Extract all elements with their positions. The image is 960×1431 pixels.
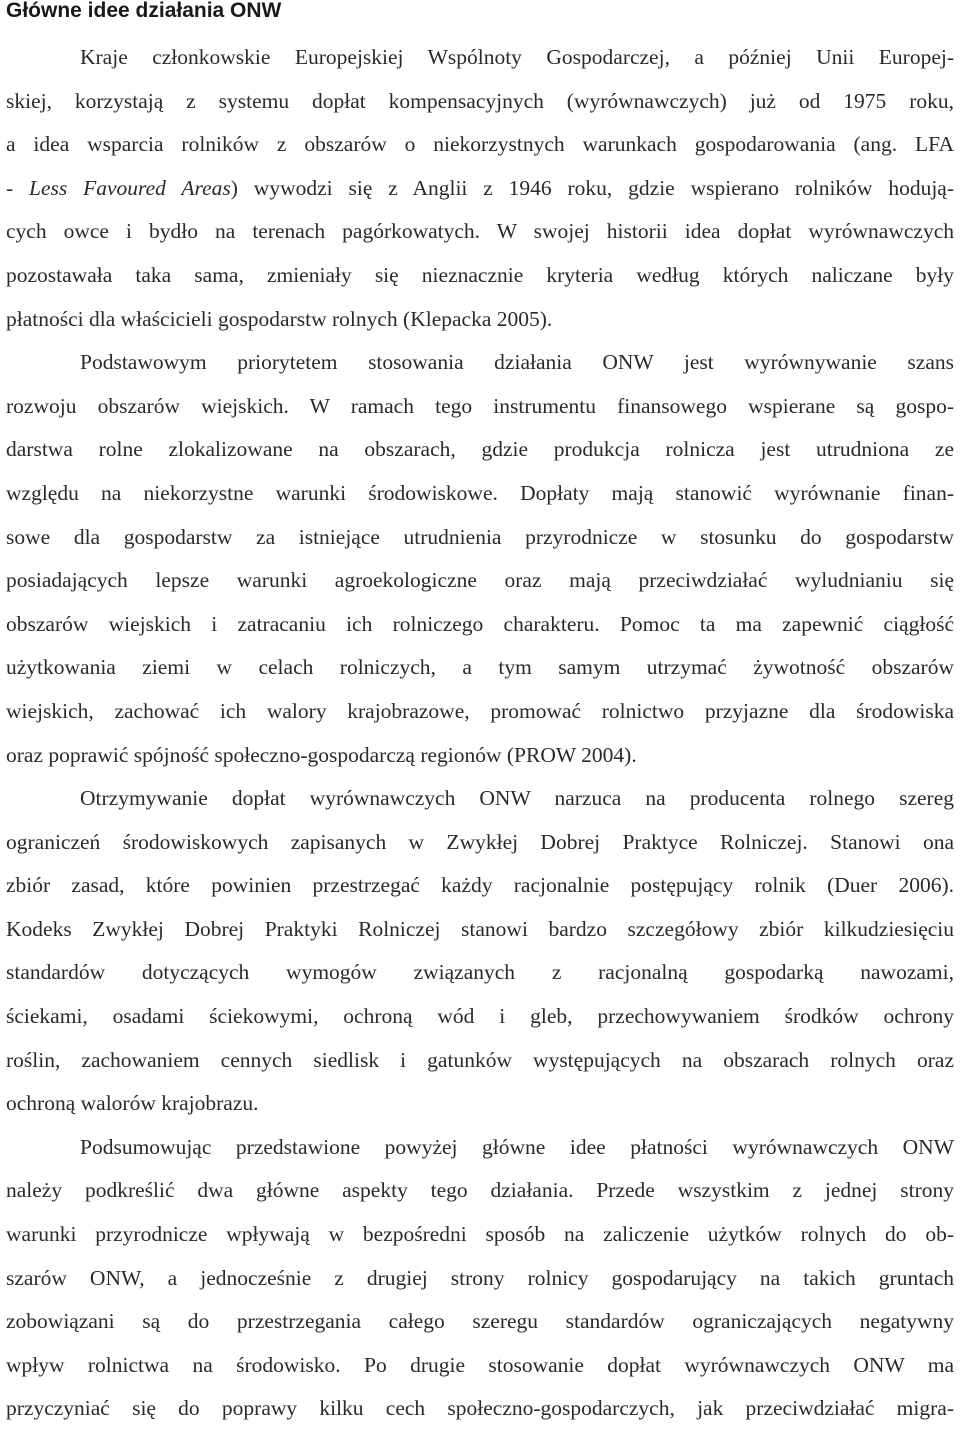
- paragraph-4: [6, 1126, 954, 1431]
- text-line: roślin, zachowaniem cennych siedlisk i gatunków występujących na obszarach rolnych oraz: [6, 1047, 954, 1072]
- text-line: [6, 167, 954, 211]
- text-line: oraz poprawić spójność społeczno-gospodarczą regionów (PROW 2004).: [6, 742, 637, 767]
- paragraph-2: [6, 341, 954, 777]
- text-line: ograniczeń środowiskowych zapisanych w Zwykłej Dobrej Praktyce Rolniczej. Stanowi ona: [6, 829, 954, 854]
- text-line: standardów dotyczących wymogów związanych z racjonalną gospodarką nawozami,: [6, 960, 954, 985]
- text-line: a idea wsparcia rolników z obszarów o niekorzystnych warunkach gospodarowania (ang. LFA: [6, 132, 954, 157]
- text-line: Podsumowując przedstawione powyżej główne idee płatności wyrównawczych ONW: [80, 1134, 954, 1159]
- text-line: wiejskich, zachować ich walory krajobrazowe, promować rolnictwo przyjazne dla środowiska: [6, 698, 954, 723]
- text-line: posiadających lepsze warunki agroekologiczne oraz mają przeciwdziałać wyludnianiu się: [6, 568, 954, 593]
- text-line: skiej, korzystają z systemu dopłat kompensacyjnych (wyrównawczych) już od 1975 roku,: [6, 88, 954, 113]
- text-run: -: [6, 175, 30, 200]
- text-line: przyczyniać się do poprawy kilku cech społeczno-gospodarczych, jak przeciwdziałać migra-: [6, 1396, 954, 1421]
- text-line: ochroną walorów krajobrazu.: [6, 1091, 259, 1116]
- text-line: warunki przyrodnicze wpływają w bezpośredni sposób na zaliczenie użytków rolnych do ob-: [6, 1222, 954, 1247]
- text-line: należy podkreślić dwa główne aspekty tego działania. Przede wszystkim z jednej strony: [6, 1178, 954, 1203]
- text-run: ) wywodzi się z Anglii z 1946 roku, gdzie wspierano rolników hodują-: [230, 175, 954, 200]
- text-line: pozostawała taka sama, zmieniały się nieznacznie kryteria według których naliczane były: [6, 262, 954, 287]
- text-line: wpływ rolnictwa na środowisko. Po drugie stosowanie dopłat wyrównawczych ONW ma: [6, 1352, 954, 1377]
- paragraph-3: [6, 777, 954, 1126]
- text-line: rozwoju obszarów wiejskich. W ramach tego instrumentu finansowego wspierane są gospo-: [6, 393, 954, 418]
- text-line: względu na niekorzystne warunki środowiskowe. Dopłaty mają stanowić wyrównanie finan-: [6, 480, 954, 505]
- text-line: Otrzymywanie dopłat wyrównawczych ONW narzuca na producenta rolnego szereg: [80, 786, 954, 811]
- text-line: szarów ONW, a jednocześnie z drugiej strony rolnicy gospodarujący na takich gruntach: [6, 1265, 954, 1290]
- text-line: płatności dla właścicieli gospodarstw rolnych (Klepacka 2005).: [6, 306, 553, 331]
- text-line: sowe dla gospodarstw za istniejące utrudnienia przyrodnicze w stosunku do gospodarstw: [6, 524, 954, 549]
- text-line: ściekami, osadami ściekowymi, ochroną wód i gleb, przechowywaniem środków ochrony: [6, 1004, 954, 1029]
- text-line: Kraje członkowskie Europejskiej Wspólnoty Gospodarczej, a później Unii Europej-: [80, 45, 954, 69]
- text-line: darstwa rolne zlokalizowane na obszarach, gdzie produkcja rolnicza jest utrudniona ze: [6, 437, 954, 462]
- text-line: zbiór zasad, które powinien przestrzegać każdy racjonalnie postępujący rolnik (Duer 2006).: [6, 873, 954, 898]
- section-heading: Główne idee działania ONW: [6, 0, 282, 22]
- italic-term: Less Favoured Areas: [29, 175, 231, 200]
- text-line: zobowiązani są do przestrzegania całego szeregu standardów ograniczających negatywny: [6, 1309, 954, 1334]
- text-line: obszarów wiejskich i zatracaniu ich rolniczego charakteru. Pomoc ta ma zapewnić ciągłość: [6, 611, 954, 636]
- text-line: Podstawowym priorytetem stosowania działania ONW jest wyrównywanie szans: [80, 350, 954, 375]
- text-line: Kodeks Zwykłej Dobrej Praktyki Rolniczej stanowi bardzo szczegółowy zbiór kilkudziesięciu: [6, 916, 954, 941]
- text-line: użytkowania ziemi w celach rolniczych, a tym samym utrzymać żywotność obszarów: [6, 655, 954, 680]
- document-body: [6, 36, 954, 1431]
- text-line: cych owce i bydło na terenach pagórkowatych. W swojej historii idea dopłat wyrównawczych: [6, 219, 954, 244]
- paragraph-1: [6, 36, 954, 341]
